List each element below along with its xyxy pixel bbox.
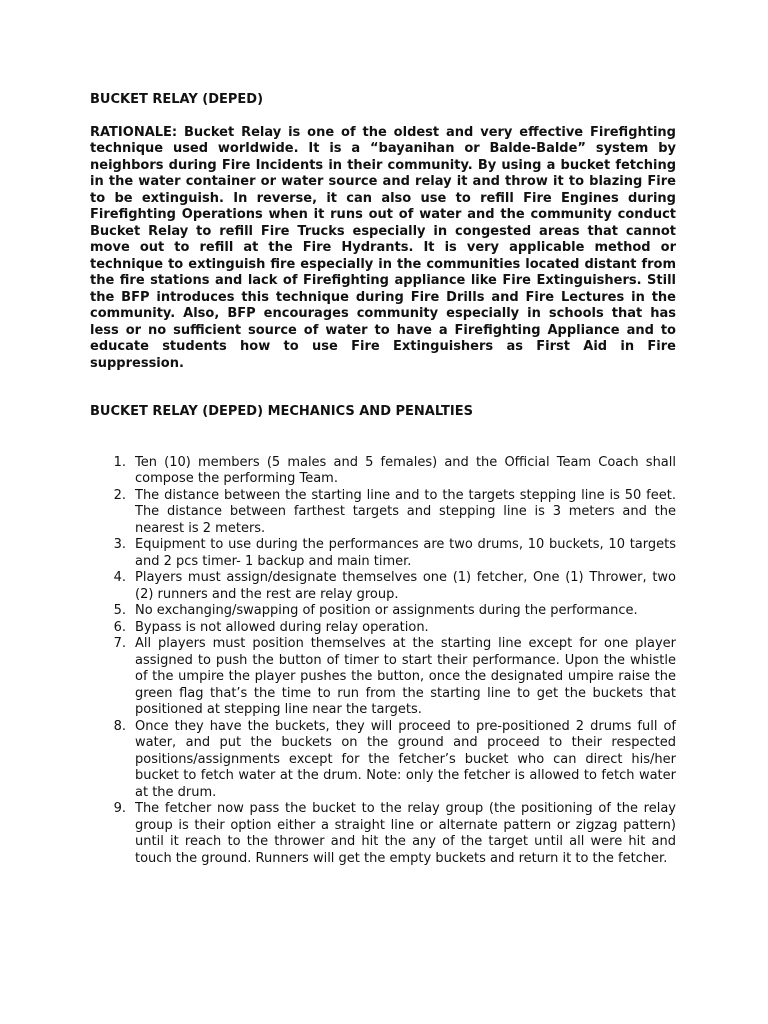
- list-item: [90, 455, 676, 488]
- list-item-number: 4.: [113, 570, 126, 585]
- list-item: [90, 570, 676, 603]
- document-title: BUCKET RELAY (DEPED): [90, 92, 264, 107]
- list-item-number: 6.: [113, 619, 126, 635]
- list-item-text: Players must assign/designate themselves one (1) fetcher, One (1) Thrower, two (2) runners and the rest are relay group.: [135, 570, 676, 602]
- list-item-number: 1.: [113, 454, 126, 470]
- mechanics-list: [90, 455, 676, 868]
- list-item: [90, 537, 676, 570]
- list-item-number: 3.: [113, 537, 126, 552]
- list-item: [90, 488, 676, 538]
- list-item: [90, 636, 676, 719]
- list-item-text: Bypass is not allowed during relay operation.: [135, 619, 429, 635]
- list-item-text: The distance between the starting line and to the targets stepping line is 50 feet. The distance between farthest targets and stepping line is 3 meters and the nearest is 2 meters.: [135, 487, 676, 536]
- list-item-text: Once they have the buckets, they will proceed to pre-positioned 2 drums full of water, and put the buckets on the ground and proceed to their respected positions/assignments except for the fetcher’s bucket who can direct his/her bucket to fetch water at the drum. Note: only the fetcher is allowed to fetch water at the drum.: [135, 718, 676, 800]
- list-item-text: Equipment to use during the performances are two drums, 10 buckets, 10 targets and 2 pcs timer- 1 backup and main timer.: [135, 537, 676, 569]
- list-item-number: 9.: [113, 801, 126, 816]
- list-item: [90, 719, 676, 802]
- list-item: [90, 620, 676, 637]
- list-item-text: The fetcher now pass the bucket to the relay group (the positioning of the relay group is their option either a straight line or alternate pattern or zigzag pattern) until it reach to the thrower and hit the any of the target until all were hit and touch the ground. Runners will get the empty buckets and return it to the fetcher.: [135, 801, 676, 866]
- list-item-text: All players must position themselves at the starting line except for one player assigned to push the button of timer to start their performance. Upon the whistle of the umpire the player pushes the button, once the designated umpire raise the green flag that’s the time to run from the starting line to get the buckets that positioned at stepping line near the targets.: [135, 636, 676, 717]
- list-item-number: 2.: [113, 487, 126, 503]
- list-item-number: 5.: [113, 603, 126, 618]
- rationale-paragraph: RATIONALE: Bucket Relay is one of the oldest and very effective Firefighting technique used worldwide. It is a “bayanihan or Balde-Balde” system by neighbors during Fire Incidents in their community. By using a bucket fetching in the water container or water source and relay it and throw it to blazing Fire to be extinguish. In reverse, it can also use to refill Fire Engines during Firefighting Operations when it runs out of water and the community conduct Bucket Relay to refill Fire Trucks especially in congested areas that cannot move out to refill at the Fire Hydrants. It is very applicable method or technique to extinguish fire especially in the communities located distant from the fire stations and lack of Firefighting appliance like Fire Extinguishers. Still the BFP introduces this technique during Fire Drills and Fire Lectures in the community. Also, BFP encourages community especially in schools that has less or no sufficient source of water to have a Firefighting Appliance and to educate students how to use Fire Extinguishers as First Aid in Fire suppression.: [90, 124, 676, 371]
- list-item-number: 8.: [113, 718, 126, 734]
- list-item-number: 7.: [113, 636, 126, 651]
- document-page: [90, 92, 676, 867]
- list-item-text: No exchanging/swapping of position or assignments during the performance.: [135, 603, 638, 618]
- mechanics-section-title: BUCKET RELAY (DEPED) MECHANICS AND PENALTIES: [90, 404, 473, 419]
- list-item: [90, 801, 676, 867]
- list-item-text: Ten (10) members (5 males and 5 females) and the Official Team Coach shall compose the performing Team.: [135, 454, 676, 486]
- list-item: [90, 603, 676, 620]
